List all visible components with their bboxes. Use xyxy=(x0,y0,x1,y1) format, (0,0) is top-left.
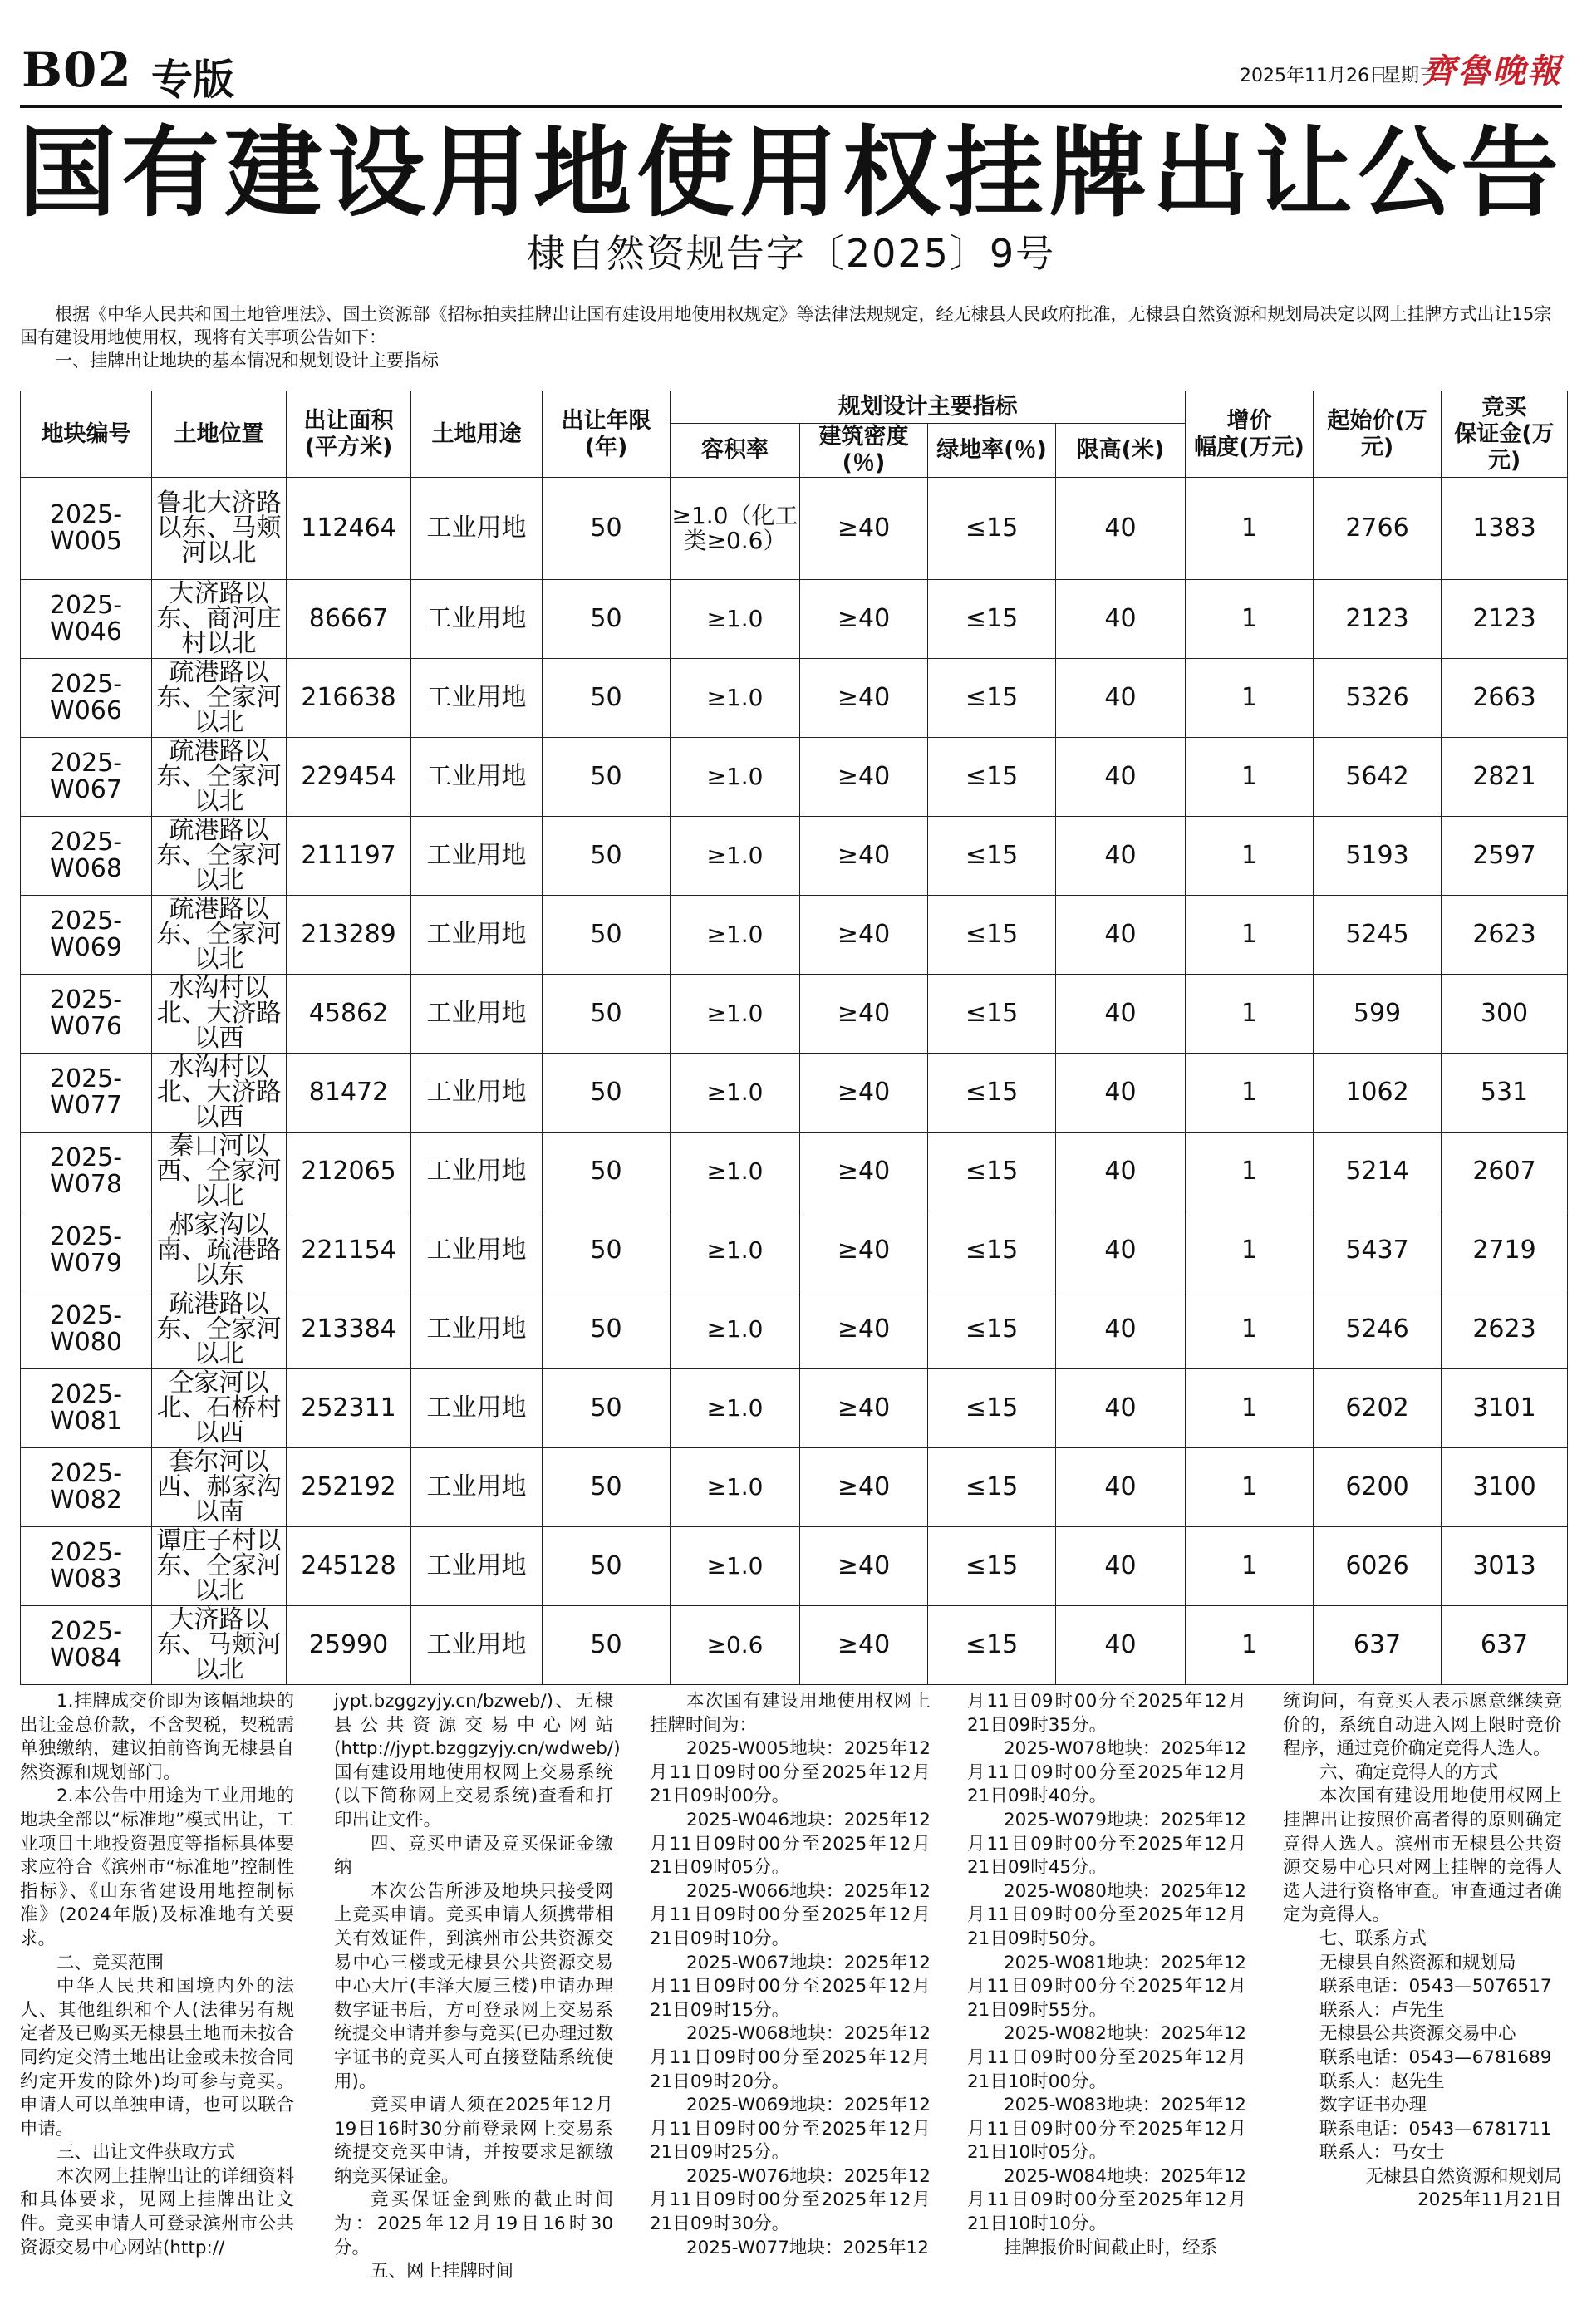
cell-deposit: 3101 xyxy=(1442,1369,1568,1448)
cell-location: 疏港路以东、仝家河以北 xyxy=(152,738,287,817)
cell-area: 216638 xyxy=(287,659,411,738)
table-row xyxy=(21,1369,1568,1448)
cell-use: 工业用地 xyxy=(411,1054,543,1133)
column-paragraph: 2025-W082地块：2025年12月11日09时00分至2025年12月21日10时00分。 xyxy=(967,2023,1246,2092)
cell-term: 50 xyxy=(543,817,671,896)
cell-deposit: 2821 xyxy=(1442,738,1568,817)
cell-use: 工业用地 xyxy=(411,975,543,1054)
table-row xyxy=(21,975,1568,1054)
column-paragraph: 2025年11月21日 xyxy=(1417,2189,1562,2211)
column-paragraph: 四、竞买申请及竞买保证金缴纳 xyxy=(334,1833,613,1879)
cell-term: 50 xyxy=(543,1527,671,1606)
cell-use: 工业用地 xyxy=(411,1448,543,1527)
table-row xyxy=(21,1054,1568,1133)
column-paragraph: 竞买申请人须在2025年12月19日16时30分前登录网上交易系统提交竞买申请，并按要求足额缴纳竞买保证金。 xyxy=(334,2095,613,2187)
column-paragraph: 2025-W081地块：2025年12月11日09时00分至2025年12月21日09时55分。 xyxy=(967,1952,1246,2021)
column-paragraph: 本次国有建设用地使用权网上挂牌出让按照价高者得的原则确定竞得人选人。滨州市无棣县公共资源交易中心只对网上挂牌的竞得人选人进行资格审查。审查通过者确定为竞得人。 xyxy=(1283,1786,1562,1926)
cell-area: 25990 xyxy=(287,1606,411,1685)
cell-area: 213384 xyxy=(287,1290,411,1369)
column-paragraph: 数字证书办理 xyxy=(1319,2095,1427,2116)
cell-start: 5326 xyxy=(1314,659,1442,738)
column-paragraph: 2025-W083地块：2025年12月11日09时00分至2025年12月21日10时05分。 xyxy=(967,2095,1246,2164)
cell-area: 252192 xyxy=(287,1448,411,1527)
cell-deposit: 2623 xyxy=(1442,896,1568,975)
cell-term: 50 xyxy=(543,1606,671,1685)
column-paragraph: 二、竞买范围 xyxy=(56,1952,165,1973)
cell-far: ≥1.0 xyxy=(671,738,800,817)
text-column-4 xyxy=(967,1690,1246,2260)
cell-deposit: 3100 xyxy=(1442,1448,1568,1527)
cell-deposit: 3013 xyxy=(1442,1527,1568,1606)
text-column-5 xyxy=(1283,1690,1562,2213)
cell-density: ≥40 xyxy=(800,975,928,1054)
cell-start: 5246 xyxy=(1314,1290,1442,1369)
cell-far: ≥1.0 xyxy=(671,659,800,738)
cell-code: 2025-W076 xyxy=(21,975,152,1054)
newspaper-logo: 齊魯晚報 xyxy=(1422,52,1562,91)
cell-location: 疏港路以东、仝家河以北 xyxy=(152,896,287,975)
cell-start: 599 xyxy=(1314,975,1442,1054)
cell-term: 50 xyxy=(543,1211,671,1290)
cell-density: ≥40 xyxy=(800,1606,928,1685)
cell-incr: 1 xyxy=(1186,975,1314,1054)
cell-far: ≥1.0 xyxy=(671,817,800,896)
cell-use: 工业用地 xyxy=(411,659,543,738)
column-paragraph: 2025-W084地块：2025年12月11日09时00分至2025年12月21日10时10分。 xyxy=(967,2165,1246,2235)
cell-height: 40 xyxy=(1056,659,1186,738)
table-row xyxy=(21,1133,1568,1211)
cell-code: 2025-W067 xyxy=(21,738,152,817)
section-heading: 一、挂牌出让地块的基本情况和规划设计主要指标 xyxy=(55,351,439,371)
cell-incr: 1 xyxy=(1186,1133,1314,1211)
column-paragraph: 联系人：赵先生 xyxy=(1319,2071,1445,2092)
header-height: 限高(米) xyxy=(1056,424,1186,478)
cell-green: ≤15 xyxy=(928,659,1056,738)
cell-height: 40 xyxy=(1056,1054,1186,1133)
cell-incr: 1 xyxy=(1186,817,1314,896)
cell-term: 50 xyxy=(543,738,671,817)
cell-far: ≥1.0 xyxy=(671,896,800,975)
cell-term: 50 xyxy=(543,896,671,975)
cell-start: 5193 xyxy=(1314,817,1442,896)
column-paragraph: 本次公告所涉及地块只接受网上竞买申请。竞买申请人须携带相关有效证件，到滨州市公共资源交易中心三楼或无棣县公共资源交易中心大厅(丰泽大厦三楼)申请办理数字证书后，方可登录网上交易系统提交申请并参与竞买(已办理过数字证书的竞买人可直接登陆系统使用)。 xyxy=(334,1880,613,2092)
cell-use: 工业用地 xyxy=(411,1133,543,1211)
body-columns xyxy=(20,1690,1562,2305)
column-paragraph: 2025-W005地块：2025年12月11日09时00分至2025年12月21日09时00分。 xyxy=(650,1738,931,1807)
cell-deposit: 2597 xyxy=(1442,817,1568,896)
cell-incr: 1 xyxy=(1186,1448,1314,1527)
cell-code: 2025-W084 xyxy=(21,1606,152,1685)
cell-density: ≥40 xyxy=(800,1527,928,1606)
table-row xyxy=(21,580,1568,659)
cell-area: 211197 xyxy=(287,817,411,896)
cell-incr: 1 xyxy=(1186,1054,1314,1133)
page-number: B02 xyxy=(22,42,132,98)
cell-code: 2025-W078 xyxy=(21,1133,152,1211)
cell-start: 5437 xyxy=(1314,1211,1442,1290)
cell-height: 40 xyxy=(1056,817,1186,896)
column-paragraph: 联系电话：0543—6781711 xyxy=(1319,2118,1552,2140)
cell-start: 6026 xyxy=(1314,1527,1442,1606)
cell-density: ≥40 xyxy=(800,1133,928,1211)
cell-incr: 1 xyxy=(1186,1290,1314,1369)
cell-location: 水沟村以北、大济路以西 xyxy=(152,1054,287,1133)
cell-deposit: 2663 xyxy=(1442,659,1568,738)
column-paragraph: 挂牌报价时间截止时，经系 xyxy=(1004,2237,1219,2258)
cell-green: ≤15 xyxy=(928,817,1056,896)
cell-location: 大济路以东、商河庄村以北 xyxy=(152,580,287,659)
cell-far: ≥1.0 xyxy=(671,1054,800,1133)
cell-code: 2025-W079 xyxy=(21,1211,152,1290)
issue-weekday: 星期三 xyxy=(1382,66,1437,86)
cell-incr: 1 xyxy=(1186,1369,1314,1448)
cell-density: ≥40 xyxy=(800,1054,928,1133)
cell-code: 2025-W046 xyxy=(21,580,152,659)
page-header xyxy=(20,37,1562,108)
cell-term: 50 xyxy=(543,1369,671,1448)
column-paragraph: 本次国有建设用地使用权网上挂牌时间为： xyxy=(650,1691,931,1736)
cell-start: 1062 xyxy=(1314,1054,1442,1133)
cell-height: 40 xyxy=(1056,1133,1186,1211)
header-location: 土地位置 xyxy=(152,391,287,478)
text-column-2 xyxy=(334,1690,621,2284)
cell-area: 245128 xyxy=(287,1527,411,1606)
cell-green: ≤15 xyxy=(928,580,1056,659)
cell-code: 2025-W066 xyxy=(21,659,152,738)
header-code: 地块编号 xyxy=(21,391,152,478)
cell-far: ≥1.0 xyxy=(671,1369,800,1448)
cell-location: 仝家河以北、石桥村以西 xyxy=(152,1369,287,1448)
cell-height: 40 xyxy=(1056,738,1186,817)
cell-area: 112464 xyxy=(287,478,411,580)
column-paragraph: 联系电话：0543—6781689 xyxy=(1319,2046,1552,2068)
cell-location: 疏港路以东、仝家河以北 xyxy=(152,1290,287,1369)
cell-use: 工业用地 xyxy=(411,580,543,659)
cell-height: 40 xyxy=(1056,1369,1186,1448)
cell-use: 工业用地 xyxy=(411,478,543,580)
cell-area: 221154 xyxy=(287,1211,411,1290)
cell-start: 5214 xyxy=(1314,1133,1442,1211)
cell-use: 工业用地 xyxy=(411,1211,543,1290)
cell-term: 50 xyxy=(543,659,671,738)
column-paragraph: 2025-W066地块：2025年12月11日09时00分至2025年12月21日09时10分。 xyxy=(650,1880,931,1949)
cell-start: 6202 xyxy=(1314,1369,1442,1448)
cell-far: ≥1.0 xyxy=(671,1448,800,1527)
cell-incr: 1 xyxy=(1186,1527,1314,1606)
section-name: 专版 xyxy=(151,55,234,104)
cell-green: ≤15 xyxy=(928,1606,1056,1685)
cell-green: ≤15 xyxy=(928,478,1056,580)
cell-far: ≥1.0 xyxy=(671,1133,800,1211)
cell-location: 疏港路以东、仝家河以北 xyxy=(152,817,287,896)
cell-code: 2025-W080 xyxy=(21,1290,152,1369)
cell-use: 工业用地 xyxy=(411,1606,543,1685)
cell-green: ≤15 xyxy=(928,896,1056,975)
column-paragraph: 无棣县公共资源交易中心 xyxy=(1319,2023,1516,2045)
cell-use: 工业用地 xyxy=(411,1527,543,1606)
header-green: 绿地率(％) xyxy=(928,424,1056,478)
cell-density: ≥40 xyxy=(800,1290,928,1369)
text-column-1 xyxy=(20,1690,294,2260)
column-paragraph: 中华人民共和国境内外的法人、其他组织和个人(法律另有规定者及已购买无棣县土地而未按合同约定交清土地出让金或未按合同约定开发的除外)均可参与竞买。申请人可以单独申请，也可以联合申请。 xyxy=(20,1976,294,2140)
table-row xyxy=(21,478,1568,580)
cell-code: 2025-W082 xyxy=(21,1448,152,1527)
cell-deposit: 300 xyxy=(1442,975,1568,1054)
cell-incr: 1 xyxy=(1186,580,1314,659)
cell-deposit: 637 xyxy=(1442,1606,1568,1685)
cell-start: 637 xyxy=(1314,1606,1442,1685)
cell-code: 2025-W069 xyxy=(21,896,152,975)
cell-start: 2123 xyxy=(1314,580,1442,659)
cell-height: 40 xyxy=(1056,1527,1186,1606)
cell-deposit: 1383 xyxy=(1442,478,1568,580)
cell-green: ≤15 xyxy=(928,1133,1056,1211)
cell-green: ≤15 xyxy=(928,738,1056,817)
cell-density: ≥40 xyxy=(800,1448,928,1527)
cell-green: ≤15 xyxy=(928,975,1056,1054)
cell-incr: 1 xyxy=(1186,478,1314,580)
column-paragraph: 统询问，有竞买人表示愿意继续竞价的，系统自动进入网上限时竞价程序，通过竞价确定竞得人选人。 xyxy=(1283,1691,1562,1760)
cell-code: 2025-W077 xyxy=(21,1054,152,1133)
header-far: 容积率 xyxy=(671,424,800,478)
header-density: 建筑密度 (％) xyxy=(800,424,928,478)
cell-far: ≥1.0 xyxy=(671,975,800,1054)
header-planning: 规划设计主要指标 xyxy=(671,391,1186,424)
cell-term: 50 xyxy=(543,1290,671,1369)
cell-density: ≥40 xyxy=(800,817,928,896)
cell-density: ≥40 xyxy=(800,738,928,817)
cell-location: 水沟村以北、大济路以西 xyxy=(152,975,287,1054)
cell-area: 213289 xyxy=(287,896,411,975)
column-paragraph: 竞买保证金到账的截止时间为：2025年12月19日16时30分。 xyxy=(334,2189,613,2258)
column-paragraph: 联系电话：0543—5076517 xyxy=(1319,1976,1552,1997)
cell-location: 郝家沟以南、疏港路以东 xyxy=(152,1211,287,1290)
cell-green: ≤15 xyxy=(928,1290,1056,1369)
column-paragraph: 月11日09时00分至2025年12月21日09时35分。 xyxy=(967,1691,1246,1736)
column-paragraph: 2025-W069地块：2025年12月11日09时00分至2025年12月21日09时25分。 xyxy=(650,2095,931,2164)
cell-area: 81472 xyxy=(287,1054,411,1133)
cell-green: ≤15 xyxy=(928,1527,1056,1606)
cell-term: 50 xyxy=(543,478,671,580)
cell-deposit: 531 xyxy=(1442,1054,1568,1133)
cell-start: 5642 xyxy=(1314,738,1442,817)
header-term: 出让年限 (年) xyxy=(543,391,671,478)
cell-deposit: 2719 xyxy=(1442,1211,1568,1290)
column-paragraph: 2025-W080地块：2025年12月11日09时00分至2025年12月21日09时50分。 xyxy=(967,1880,1246,1949)
cell-code: 2025-W005 xyxy=(21,478,152,580)
cell-density: ≥40 xyxy=(800,659,928,738)
cell-area: 229454 xyxy=(287,738,411,817)
cell-incr: 1 xyxy=(1186,659,1314,738)
cell-height: 40 xyxy=(1056,975,1186,1054)
cell-density: ≥40 xyxy=(800,1369,928,1448)
table-row xyxy=(21,817,1568,896)
column-paragraph: 1.挂牌成交价即为该幅地块的出让金总价款，不含契税，契税需单独缴纳，建议拍前咨询无棣县自然资源和规划部门。 xyxy=(20,1691,294,1783)
intro-text xyxy=(20,302,1562,372)
cell-area: 212065 xyxy=(287,1133,411,1211)
cell-term: 50 xyxy=(543,1133,671,1211)
cell-term: 50 xyxy=(543,1448,671,1527)
issue-date: 2025年11月26日 xyxy=(1240,66,1388,86)
cell-deposit: 2123 xyxy=(1442,580,1568,659)
cell-code: 2025-W081 xyxy=(21,1369,152,1448)
cell-green: ≤15 xyxy=(928,1211,1056,1290)
header-start-price: 起始价(万 元) xyxy=(1314,391,1442,478)
table-row xyxy=(21,738,1568,817)
table-row xyxy=(21,659,1568,738)
column-paragraph: 联系人：马女士 xyxy=(1319,2142,1445,2164)
cell-term: 50 xyxy=(543,580,671,659)
table-row xyxy=(21,1290,1568,1369)
cell-deposit: 2623 xyxy=(1442,1290,1568,1369)
column-paragraph: 六、确定竞得人的方式 xyxy=(1319,1761,1499,1783)
column-paragraph: 2025-W078地块：2025年12月11日09时00分至2025年12月21日09时40分。 xyxy=(967,1738,1246,1807)
cell-location: 大济路以东、马颊河以北 xyxy=(152,1606,287,1685)
table-body xyxy=(21,478,1568,1685)
cell-use: 工业用地 xyxy=(411,738,543,817)
header-use: 土地用途 xyxy=(411,391,543,478)
cell-code: 2025-W068 xyxy=(21,817,152,896)
column-paragraph: 七、联系方式 xyxy=(1319,1928,1427,1949)
announcement-title: 国有建设用地使用权挂牌出让公告 xyxy=(17,115,1564,230)
cell-far: ≥0.6 xyxy=(671,1606,800,1685)
cell-location: 秦口河以西、仝家河以北 xyxy=(152,1133,287,1211)
cell-code: 2025-W083 xyxy=(21,1527,152,1606)
cell-height: 40 xyxy=(1056,478,1186,580)
column-paragraph: 五、网上挂牌时间 xyxy=(371,2261,514,2282)
document-number: 棣自然资规告字〔2025〕9号 xyxy=(526,231,1056,276)
cell-far: ≥1.0 xyxy=(671,1211,800,1290)
column-paragraph: 2.本公告中用途为工业用地的地块全部以“标准地”模式出让，工业项目土地投资强度等指标具体要求应符合《滨州市“标准地”控制性指标》、《山东省建设用地控制标准》(2024年版)及标准地有关要求。 xyxy=(20,1786,294,1949)
header-area: 出让面积 (平方米) xyxy=(287,391,411,478)
cell-deposit: 2607 xyxy=(1442,1133,1568,1211)
intro-paragraph: 根据《中华人民共和国土地管理法》、国土资源部《招标拍卖挂牌出让国有建设用地使用权规定》等法律法规规定，经无棣县人民政府批准，无棣县自然资源和规划局决定以网上挂牌方式出让15宗国有建设用地使用权，现将有关事项公告如下： xyxy=(20,304,1552,347)
cell-use: 工业用地 xyxy=(411,817,543,896)
cell-density: ≥40 xyxy=(800,1211,928,1290)
header-increment: 增价 幅度(万元) xyxy=(1186,391,1314,478)
table-row xyxy=(21,1527,1568,1606)
column-paragraph: 无棣县自然资源和规划局 xyxy=(1365,2165,1562,2187)
table-row xyxy=(21,1606,1568,1685)
column-paragraph: 三、出让文件获取方式 xyxy=(56,2142,236,2164)
cell-area: 252311 xyxy=(287,1369,411,1448)
table-row xyxy=(21,1448,1568,1527)
cell-start: 5245 xyxy=(1314,896,1442,975)
cell-incr: 1 xyxy=(1186,1606,1314,1685)
cell-incr: 1 xyxy=(1186,1211,1314,1290)
cell-start: 6200 xyxy=(1314,1448,1442,1527)
column-paragraph: 2025-W046地块：2025年12月11日09时00分至2025年12月21日09时05分。 xyxy=(650,1809,931,1879)
cell-start: 2766 xyxy=(1314,478,1442,580)
cell-term: 50 xyxy=(543,1054,671,1133)
land-parcel-table xyxy=(20,391,1568,1685)
cell-far: ≥1.0（化工类≥0.6） xyxy=(671,478,800,580)
cell-area: 45862 xyxy=(287,975,411,1054)
cell-far: ≥1.0 xyxy=(671,1527,800,1606)
cell-density: ≥40 xyxy=(800,478,928,580)
cell-height: 40 xyxy=(1056,1606,1186,1685)
cell-incr: 1 xyxy=(1186,896,1314,975)
column-paragraph: 2025-W068地块：2025年12月11日09时00分至2025年12月21日09时20分。 xyxy=(650,2023,931,2092)
cell-height: 40 xyxy=(1056,1448,1186,1527)
cell-far: ≥1.0 xyxy=(671,1290,800,1369)
cell-far: ≥1.0 xyxy=(671,580,800,659)
cell-term: 50 xyxy=(543,975,671,1054)
column-paragraph: jypt.bzggzyjy.cn/bzweb/)、无棣县公共资源交易中心网站(http://jypt.bzggzyjy.cn/wdweb/)国有建设用地使用权网上交易系统(以下简称网上交易系统)查看和打印出让文件。 xyxy=(334,1691,621,1830)
cell-height: 40 xyxy=(1056,1211,1186,1290)
column-paragraph: 2025-W067地块：2025年12月11日09时00分至2025年12月21日09时15分。 xyxy=(650,1952,931,2021)
cell-height: 40 xyxy=(1056,580,1186,659)
cell-location: 套尔河以西、郝家沟以南 xyxy=(152,1448,287,1527)
column-paragraph: 2025-W077地块：2025年12 xyxy=(686,2237,929,2258)
cell-use: 工业用地 xyxy=(411,1290,543,1369)
column-paragraph: 2025-W076地块：2025年12月11日09时00分至2025年12月21日09时30分。 xyxy=(650,2165,931,2235)
cell-location: 疏港路以东、仝家河以北 xyxy=(152,659,287,738)
cell-green: ≤15 xyxy=(928,1448,1056,1527)
cell-green: ≤15 xyxy=(928,1369,1056,1448)
column-paragraph: 无棣县自然资源和规划局 xyxy=(1319,1952,1516,1973)
cell-green: ≤15 xyxy=(928,1054,1056,1133)
column-paragraph: 联系人：卢先生 xyxy=(1319,1999,1445,2021)
cell-density: ≥40 xyxy=(800,896,928,975)
cell-density: ≥40 xyxy=(800,580,928,659)
header-deposit: 竞买 保证金(万 元) xyxy=(1442,391,1568,478)
table-row xyxy=(21,896,1568,975)
cell-use: 工业用地 xyxy=(411,896,543,975)
cell-location: 谭庄子村以东、仝家河以北 xyxy=(152,1527,287,1606)
text-column-3 xyxy=(650,1690,931,2260)
cell-area: 86667 xyxy=(287,580,411,659)
column-paragraph: 本次网上挂牌出让的详细资料和具体要求，见网上挂牌出让文件。竞买申请人可登录滨州市公共资源交易中心网站(http:// xyxy=(20,2165,294,2258)
cell-height: 40 xyxy=(1056,1290,1186,1369)
cell-location: 鲁北大济路以东、马颊河以北 xyxy=(152,478,287,580)
cell-height: 40 xyxy=(1056,896,1186,975)
cell-incr: 1 xyxy=(1186,738,1314,817)
cell-use: 工业用地 xyxy=(411,1369,543,1448)
column-paragraph: 2025-W079地块：2025年12月11日09时00分至2025年12月21日09时45分。 xyxy=(967,1809,1246,1879)
table-row xyxy=(21,1211,1568,1290)
